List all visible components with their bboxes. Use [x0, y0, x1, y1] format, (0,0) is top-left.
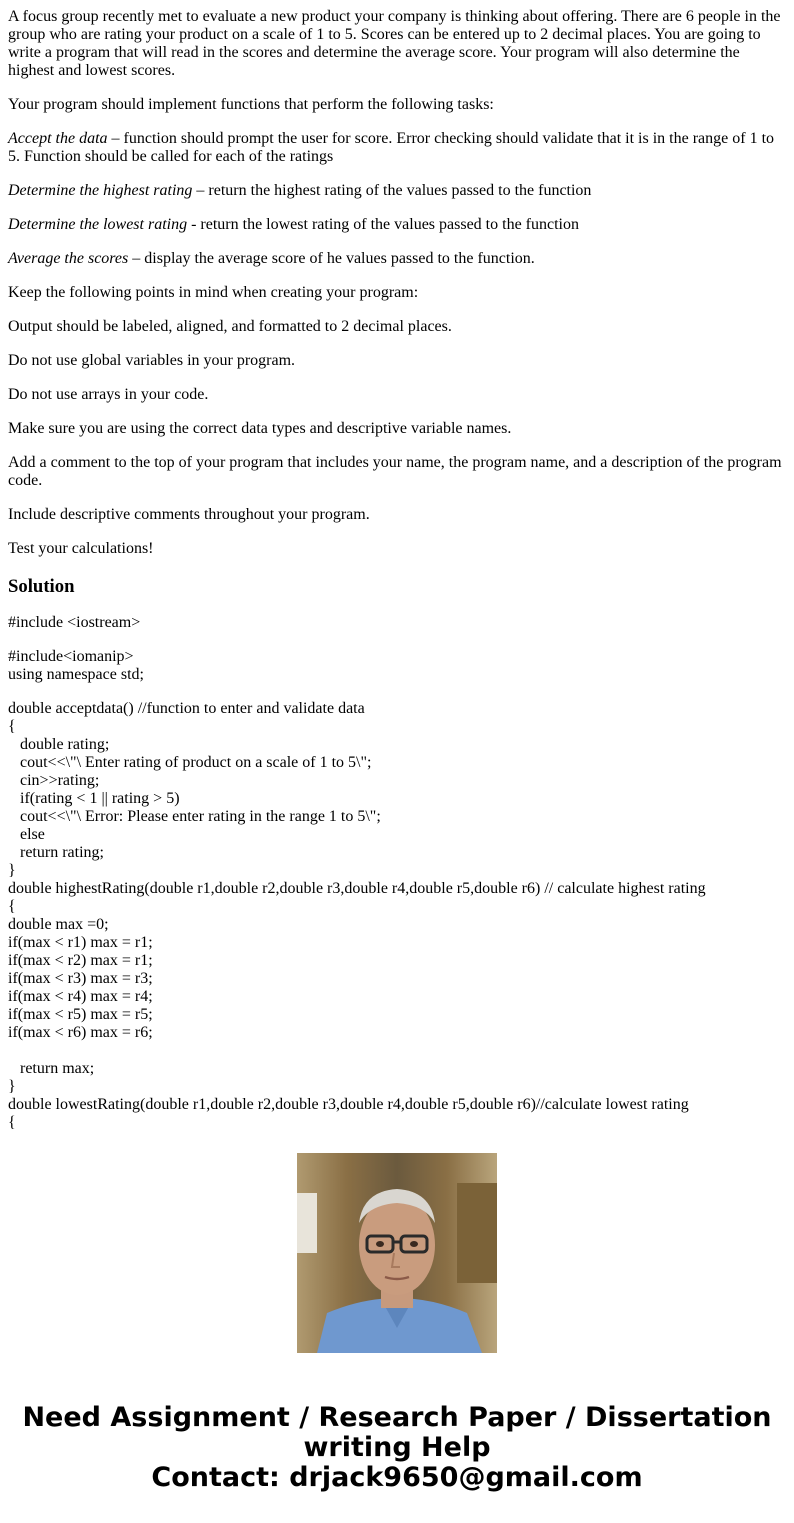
task-term: Determine the lowest rating	[8, 216, 188, 233]
document-content	[8, 8, 786, 1131]
code-line: if(max < r1) max = r1;	[8, 934, 153, 951]
task-average-scores	[8, 250, 786, 268]
code-line: #include<iomanip>	[8, 648, 134, 665]
code-block-headers	[8, 648, 786, 684]
point-item: Include descriptive comments throughout your program.	[8, 506, 370, 523]
code-line: if(rating < 1 || rating > 5)	[8, 790, 180, 807]
code-line: double lowestRating(double r1,double r2,double r3,double r4,double r5,double r6)//calculate lowest rating	[8, 1096, 689, 1113]
points-intro: Keep the following points in mind when creating your program:	[8, 284, 419, 301]
code-line: cin>>rating;	[8, 772, 100, 789]
code-include-iostream: #include <iostream>	[8, 614, 141, 631]
code-line: {	[8, 718, 16, 735]
point-item: Do not use global variables in your program.	[8, 352, 296, 369]
code-line: if(max < r5) max = r5;	[8, 1006, 153, 1023]
point-item: Test your calculations!	[8, 540, 154, 557]
task-term: Average the scores	[8, 250, 129, 267]
code-line: else	[8, 826, 45, 843]
code-line: double highestRating(double r1,double r2,double r3,double r4,double r5,double r6) // calculate highest rating	[8, 880, 706, 897]
code-line	[8, 1042, 786, 1060]
question-intro: A focus group recently met to evaluate a new product your company is thinking about offering. There are 6 people in the group who are rating your product on a scale of 1 to 5. Scores can be entered up to 2 decimal places. You are going to write a program that will read in the scores and determine the average score. Your program will also determine the highest and lowest scores.	[8, 8, 781, 79]
code-line: if(max < r4) max = r4;	[8, 988, 153, 1005]
banner-contact: Contact: drjack9650@gmail.com	[151, 1462, 643, 1493]
code-line: if(max < r6) max = r6;	[8, 1024, 153, 1041]
code-line: double acceptdata() //function to enter and validate data	[8, 700, 365, 717]
task-accept-data	[8, 130, 786, 166]
point-item: Make sure you are using the correct data types and descriptive variable names.	[8, 420, 512, 437]
task-lowest-rating	[8, 216, 786, 234]
code-line: return max;	[8, 1060, 95, 1077]
code-line: }	[8, 862, 16, 879]
task-desc: – function should prompt the user for score. Error checking should validate that it is in the range of 1 to 5. Function should be called for each of the ratings	[8, 130, 775, 165]
banner-line-1: Need Assignment / Research Paper / Dissertation	[22, 1402, 772, 1433]
functions-intro: Your program should implement functions that perform the following tasks:	[8, 96, 494, 113]
solution-heading: Solution	[8, 576, 75, 597]
banner-line-2: writing Help	[303, 1432, 491, 1463]
code-line: double rating;	[8, 736, 110, 753]
author-photo-image	[297, 1153, 497, 1353]
code-line: if(max < r2) max = r1;	[8, 952, 153, 969]
author-avatar	[297, 1153, 497, 1353]
task-highest-rating	[8, 182, 786, 200]
code-line: {	[8, 898, 16, 915]
code-line: cout<<\"\ Error: Please enter rating in the range 1 to 5\";	[8, 808, 381, 825]
code-line: return rating;	[8, 844, 104, 861]
code-line: }	[8, 1078, 16, 1095]
task-term: Determine the highest rating	[8, 182, 193, 199]
point-item: Output should be labeled, aligned, and formatted to 2 decimal places.	[8, 318, 452, 335]
task-term: Accept the data	[8, 130, 108, 147]
code-line: {	[8, 1114, 16, 1131]
code-line: if(max < r3) max = r3;	[8, 970, 153, 987]
code-block-functions	[8, 700, 786, 1132]
code-line: using namespace std;	[8, 666, 144, 683]
task-desc: – display the average score of he values passed to the function.	[128, 250, 535, 267]
task-desc: - return the lowest rating of the values passed to the function	[187, 216, 579, 233]
point-item: Add a comment to the top of your program that includes your name, the program name, and a description of the program code.	[8, 454, 782, 489]
code-line: cout<<\"\ Enter rating of product on a scale of 1 to 5\";	[8, 754, 372, 771]
point-item: Do not use arrays in your code.	[8, 386, 209, 403]
task-desc: – return the highest rating of the values passed to the function	[192, 182, 592, 199]
solution-code	[8, 614, 786, 1132]
code-line: double max =0;	[8, 916, 109, 933]
help-banner	[0, 1403, 794, 1493]
